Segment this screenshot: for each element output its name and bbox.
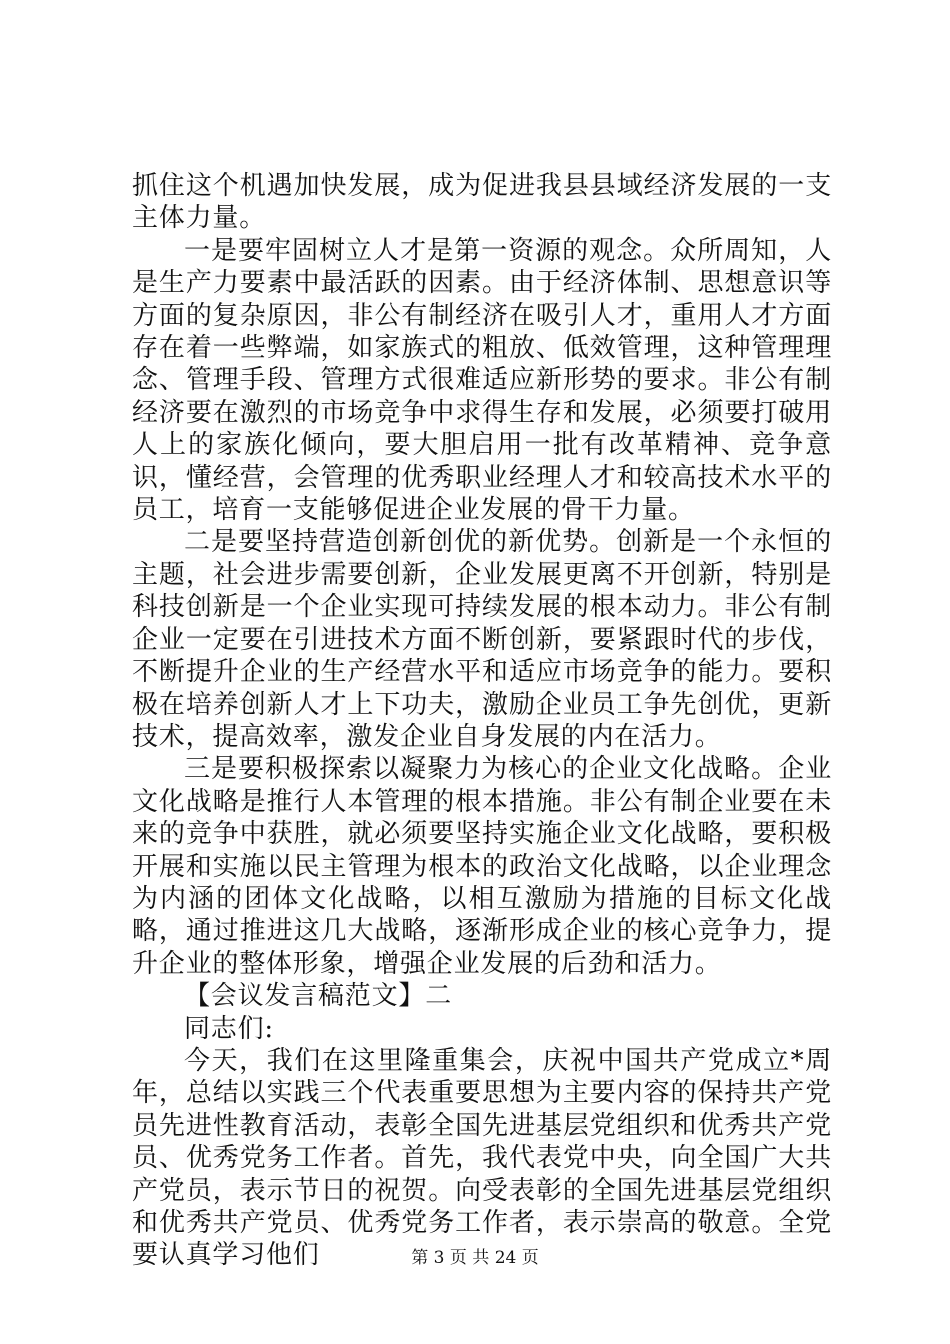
page-number-footer: 第 3 页 共 24 页: [411, 1248, 539, 1268]
section-heading: 【会议发言稿范文】二: [184, 981, 453, 1012]
paragraph-talent-resource: 一是要牢固树立人才是第一资源的观念。众所周知，人是生产力要素中最活跃的因素。由于经济体制、思想意识等方面的复杂原因，非公有制经济在吸引人才，重用人才方面存在着一些弊端，如家族式的粗放、低效管理，这种管理理念、管理手段、管理方式很难适应新形势的要求。非公有制经济要在激烈的市场竞争中求得生存和发展，必须要打破用人上的家族化倾向，要大胆启用一批有改革精神、竞争意识，懂经营，会管理的优秀职业经理人才和较高技术水平的员工，培育一支能够促进企业发展的骨干力量。: [132, 235, 832, 526]
salutation: 同志们:: [184, 1013, 274, 1044]
paragraph-corporate-culture: 三是要积极探索以凝聚力为核心的企业文化战略。企业文化战略是推行人本管理的根本措施。非公有制企业要在未来的竞争中获胜，就必须要坚持实施企业文化战略，要积极开展和实施以民主管理为根本的政治文化战略，以企业理念为内涵的团体文化战略，以相互激励为措施的目标文化战略，通过推进这几大战略，逐渐形成企业的核心竞争力，提升企业的整体形象，增强企业发展的后劲和活力。: [132, 754, 832, 979]
paragraph-innovation: 二是要坚持营造创新创优的新优势。创新是一个永恒的主题，社会进步需要创新，企业发展更离不开创新，特别是科技创新是一个企业实现可持续发展的根本动力。非公有制企业一定要在引进技术方面不断创新，要紧跟时代的步伐，不断提升企业的生产经营水平和适应市场竞争的能力。要积极在培养创新人才上下功夫，激励企业员工争先创优，更新技术，提高效率，激发企业自身发展的内在活力。: [132, 527, 832, 752]
document-body: [132, 170, 832, 1272]
paragraph-speech-opening: 今天，我们在这里隆重集会，庆祝中国共产党成立*周年，总结以实践三个代表重要思想为主要内容的保持共产党员先进性教育活动，表彰全国先进基层党组织和优秀共产党员、优秀党务工作者。首先，我代表党中央，向全国广大共产党员，表示节日的祝贺。向受表彰的全国先进基层党组织和优秀共产党员、优秀党务工作者，表示崇高的敬意。全党要认真学习他们: [132, 1045, 832, 1271]
paragraph-continuation: 抓住这个机遇加快发展，成为促进我县县域经济发展的一支主体力量。: [132, 171, 832, 234]
